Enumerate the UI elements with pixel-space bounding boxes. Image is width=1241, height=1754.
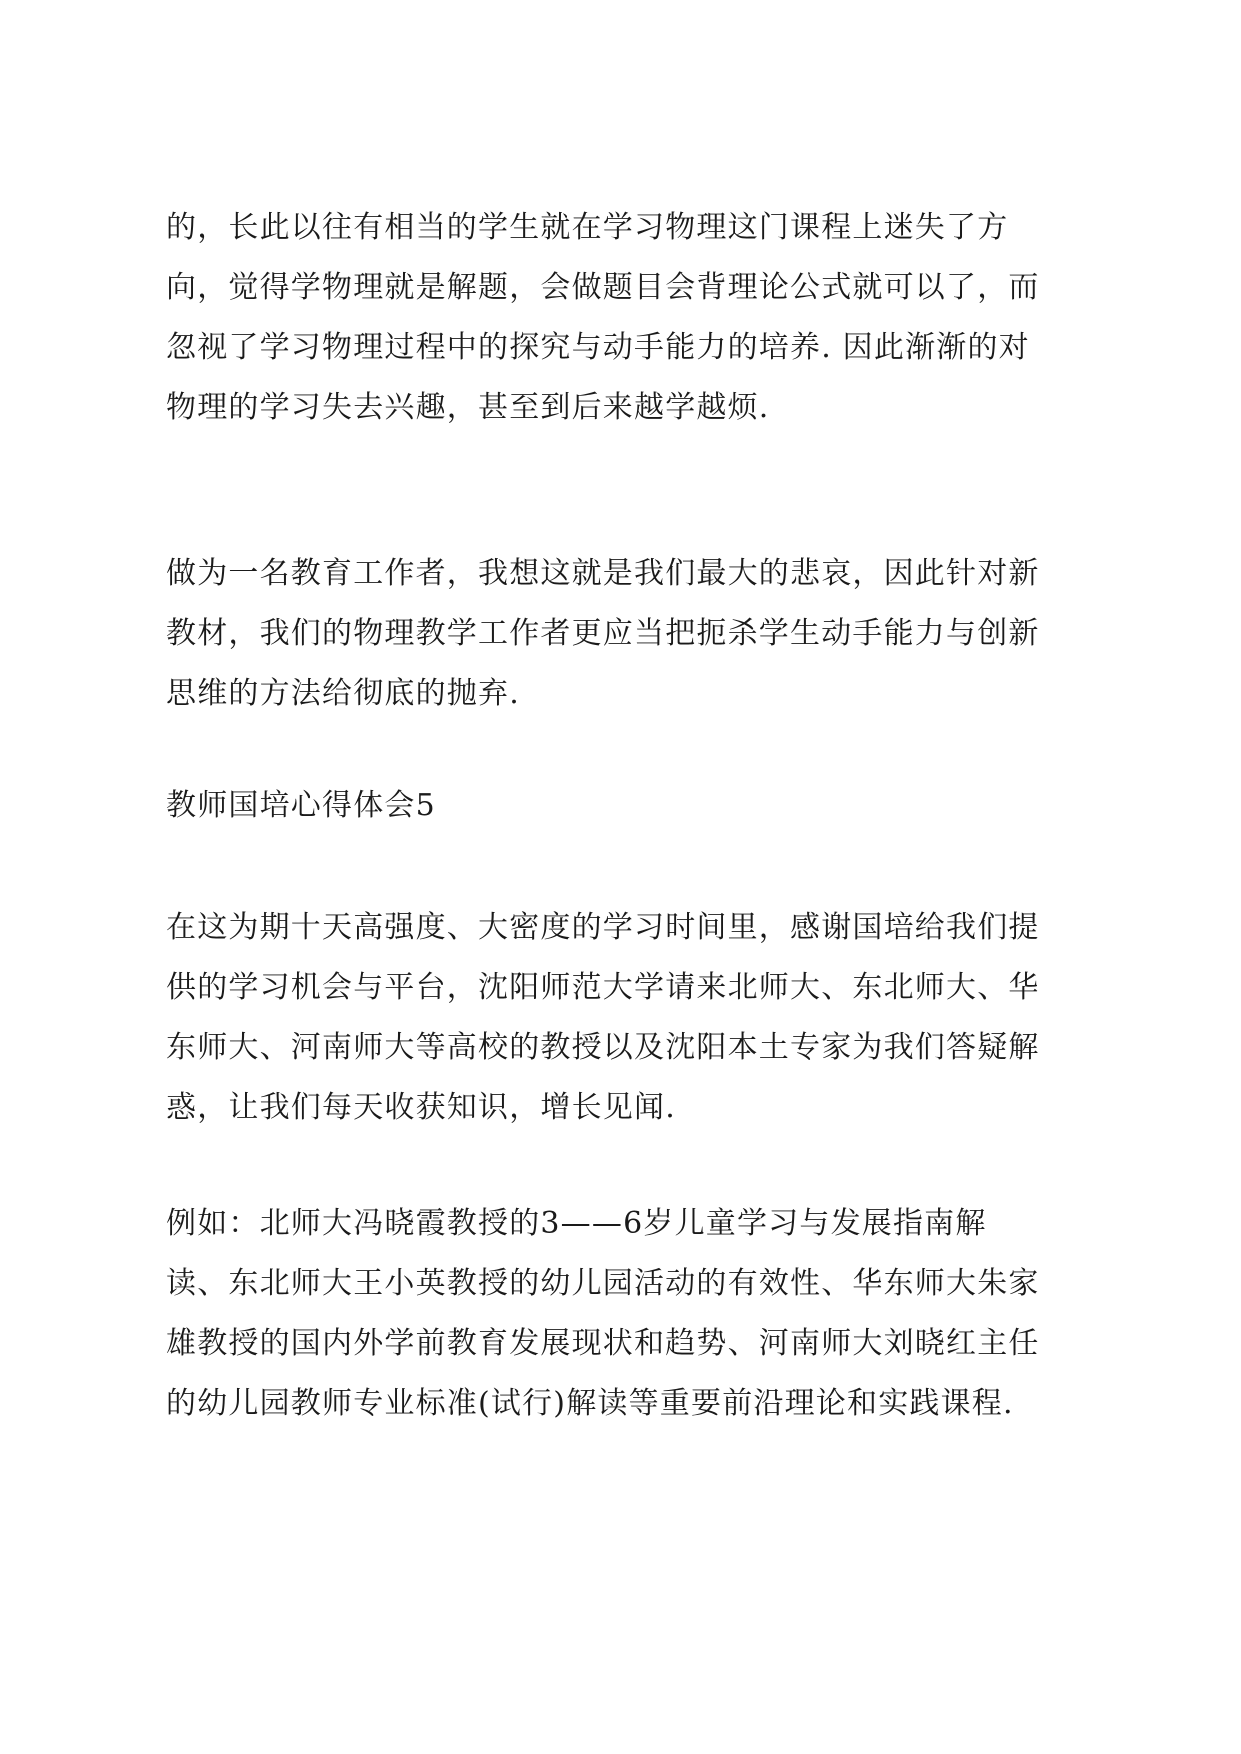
text-line: 例如：北师大冯晓霞教授的3——6岁儿童学习与发展指南解 [166, 1206, 987, 1241]
text-line: 做为一名教育工作者，我想这就是我们最大的悲哀，因此针对新 [166, 556, 1040, 591]
text-line: 的，长此以往有相当的学生就在学习物理这门课程上迷失了方 [166, 210, 1009, 245]
text-line: 供的学习机会与平台，沈阳师范大学请来北师大、东北师大、华 [166, 970, 1040, 1005]
text-line: 教材，我们的物理教学工作者更应当把扼杀学生动手能力与创新 [166, 616, 1040, 651]
text-line: 思维的方法给彻底的抛弃. [166, 676, 520, 711]
text-line: 向，觉得学物理就是解题，会做题目会背理论公式就可以了，而 [166, 270, 1040, 305]
text-line: 惑，让我们每天收获知识，增长见闻. [166, 1090, 676, 1125]
text-line: 忽视了学习物理过程中的探究与动手能力的培养. 因此渐渐的对 [166, 330, 1030, 365]
text-line: 读、东北师大王小英教授的幼儿园活动的有效性、华东师大朱家 [166, 1266, 1040, 1301]
text-line: 在这为期十天高强度、大密度的学习时间里，感谢国培给我们提 [166, 910, 1040, 945]
section-heading: 教师国培心得体会5 [166, 788, 436, 823]
text-line: 东师大、河南师大等高校的教授以及沈阳本土专家为我们答疑解 [166, 1030, 1040, 1065]
text-line: 雄教授的国内外学前教育发展现状和趋势、河南师大刘晓红主任 [166, 1326, 1040, 1361]
text-line: 的幼儿园教师专业标准(试行)解读等重要前沿理论和实践课程. [166, 1386, 1014, 1421]
text-line: 物理的学习失去兴趣，甚至到后来越学越烦. [166, 390, 770, 425]
